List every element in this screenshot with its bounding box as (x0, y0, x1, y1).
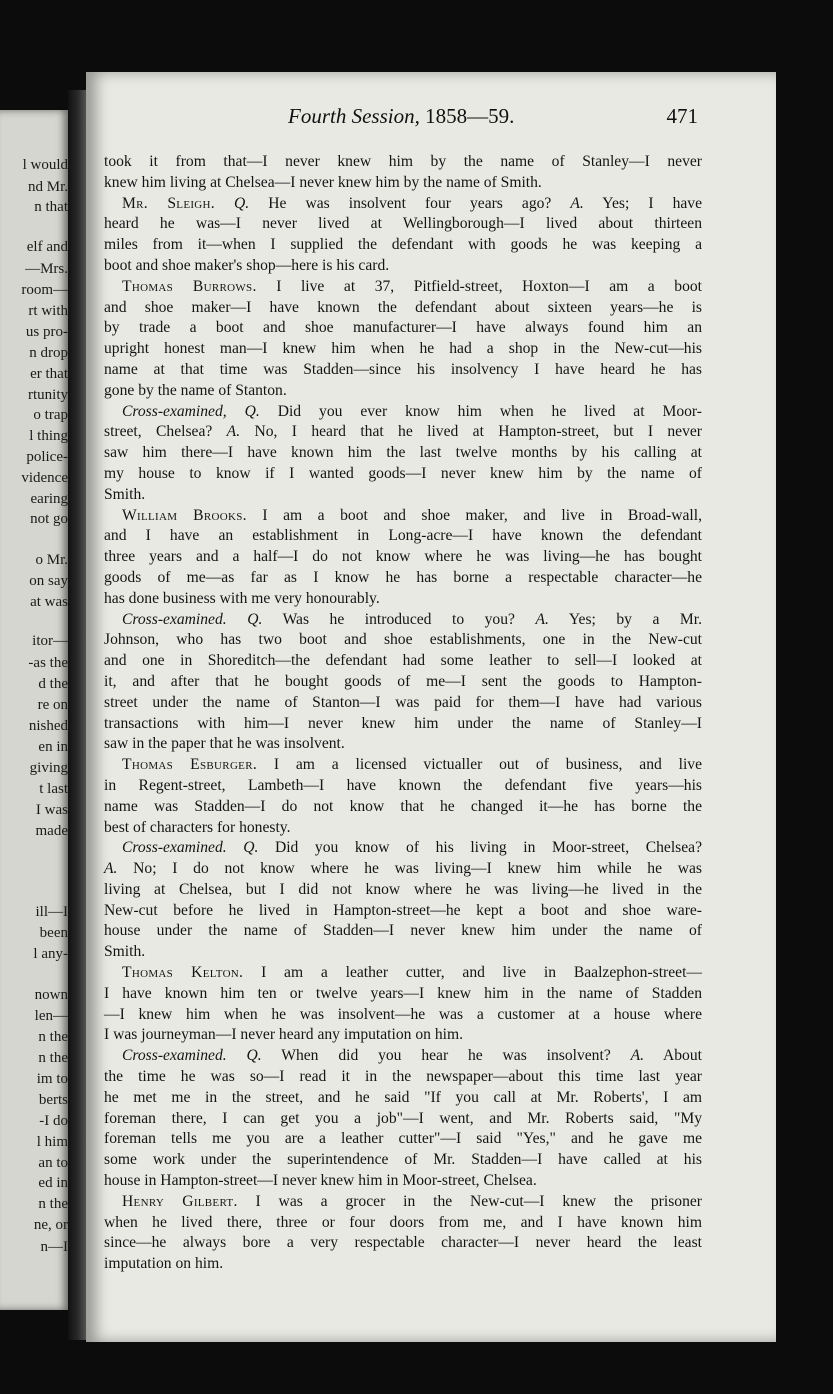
text-line (104, 214, 702, 235)
left-page-fragment: earing (30, 491, 68, 507)
text-line (104, 381, 702, 402)
left-page-fragment: o trap (33, 407, 68, 423)
text-line (104, 256, 702, 277)
text-run: has done business with me very honourably. (104, 589, 380, 607)
text-run: house in Hampton-street—I never knew him in Moor-street, Chelsea. (104, 1172, 537, 1190)
italic-marker: A. (535, 610, 549, 628)
text-run: he met me in the street, and he said "If you call at Mr. Roberts', I am (104, 1088, 702, 1106)
text-line (104, 859, 702, 880)
text-line (104, 1129, 702, 1150)
text-line (104, 235, 702, 256)
body-text (104, 152, 702, 1275)
left-page-fragment: berts (38, 1092, 68, 1108)
text-run: took it from that—I never knew him by the name of Stanley—I never (104, 153, 702, 170)
text-run: About (644, 1047, 702, 1065)
text-run: Smith. (104, 943, 146, 961)
text-run (215, 195, 234, 212)
text-run: When did you hear he was insolvent? (261, 1047, 631, 1065)
left-page-fragment: n the (38, 1029, 68, 1045)
text-run (227, 839, 244, 856)
left-page-fragment: n—I (40, 1239, 68, 1255)
left-page-fragment: im to (36, 1071, 68, 1087)
text-run: I am a licensed victualler out of business, and live (257, 756, 702, 774)
text-run: when he lived there, three or four doors from me, and I have known him (104, 1213, 702, 1231)
text-run: and I have an establishment in Long-acre—I have known the defendant (104, 527, 702, 545)
text-line (104, 526, 702, 547)
witness-name: Thomas Esburger. (122, 756, 258, 774)
text-line (104, 714, 702, 735)
left-page-fragment: -I do (39, 1113, 68, 1129)
witness-name: Mr. Sleigh. (122, 194, 215, 212)
italic-marker: A. (570, 194, 584, 212)
text-line (104, 1109, 702, 1130)
left-page-fragment: o Mr. (35, 552, 68, 568)
text-run: Yes; by a Mr. (548, 610, 702, 628)
left-page-fragment: police- (26, 449, 68, 465)
text-line (104, 277, 702, 298)
left-page-fragment: len— (34, 1008, 68, 1024)
text-line (104, 672, 702, 693)
text-line (104, 568, 702, 589)
text-run: street under the name of Stanton—I was paid for them—I have had various (104, 693, 702, 711)
text-run: street, Chelsea? (104, 423, 227, 441)
text-line (104, 1046, 702, 1067)
text-run: and shoe maker—I have known the defendant about sixteen years—he is (104, 298, 702, 316)
text-line (104, 734, 702, 755)
text-run: I am a leather cutter, and live in Baalzephon-street— (243, 964, 702, 982)
text-line (104, 485, 702, 506)
text-run (227, 611, 248, 628)
text-line (104, 1025, 702, 1046)
text-line (104, 1213, 702, 1234)
left-page-fragment: elf and (26, 239, 68, 255)
text-run: in Regent-street, Lambeth—I have known the defendant five years—his (104, 776, 702, 794)
text-line (104, 1067, 702, 1088)
text-run: saw in the paper that he was insolvent. (104, 735, 345, 753)
left-page-fragment: —Mrs. (25, 261, 68, 277)
italic-marker: A. (104, 860, 118, 878)
text-line (104, 1254, 702, 1275)
left-page-fragment: nd Mr. (27, 179, 68, 195)
text-run: No, I heard that he lived at Hampton-street, but I never (240, 423, 702, 441)
left-page-fragment: ne, or (33, 1217, 68, 1233)
left-page-fragment: on say (29, 573, 68, 589)
text-line (104, 755, 702, 776)
text-line (104, 1088, 702, 1109)
italic-marker: Cross-examined. (122, 1047, 227, 1065)
text-line (104, 422, 702, 443)
session-years: 1858—59. (425, 104, 515, 128)
text-run: the time he was so—I read it in the newspaper—about this time last year (104, 1068, 702, 1086)
text-run: and one in Shoreditch—the defendant had some leather to sell—I looked at (104, 652, 702, 670)
text-line (104, 984, 702, 1005)
text-line (104, 298, 702, 319)
page-number: 471 (666, 104, 698, 128)
left-page-fragment: n that (34, 199, 68, 215)
italic-marker: Cross-examined, (122, 402, 227, 420)
left-page-fragment: vidence (21, 470, 68, 486)
text-run: heard he was—I never lived at Wellingborough—I lived about thirteen (104, 215, 702, 233)
text-run: best of characters for honesty. (104, 818, 291, 836)
text-run: by trade a boot and shoe manufacturer—I have always found him an (104, 319, 702, 337)
text-line (104, 901, 702, 922)
text-line (104, 880, 702, 901)
left-page-fragment: us pro- (25, 324, 68, 340)
italic-marker: A. (226, 423, 241, 441)
left-page-fragment: room— (21, 282, 68, 298)
left-page-fragment: l would (22, 157, 68, 173)
italic-marker: Q. (247, 610, 263, 628)
text-line (104, 921, 702, 942)
text-run (227, 1047, 247, 1064)
text-line (104, 194, 702, 215)
left-page-fragment: l any- (33, 946, 68, 962)
text-run: some work under the superintendence of Mr. Stadden—I have called at his (104, 1151, 702, 1169)
text-line (104, 693, 702, 714)
witness-name: Thomas Burrows. (122, 277, 257, 295)
text-line (104, 1150, 702, 1171)
text-line (104, 1192, 702, 1213)
left-page-fragment: an to (38, 1155, 68, 1171)
text-line (104, 339, 702, 360)
left-page-fragment: en in (38, 739, 68, 755)
text-run: Did you ever know him when he lived at Moor- (259, 402, 702, 420)
text-line (104, 152, 702, 173)
running-title (288, 104, 514, 129)
text-run: miles from it—when I supplied the defendant with goods he was keeping a (104, 236, 702, 254)
text-run: saw him there—I have known him the last twelve months by his calling at (104, 444, 702, 462)
italic-marker: Cross-examined. (122, 839, 227, 857)
text-run: I am a boot and shoe maker, and live in Broad-wall, (246, 506, 702, 524)
text-run: knew him living at Chelsea—I never knew him by the name of Smith. (104, 173, 542, 191)
text-run: living at Chelsea, but I did not know where he was living—he lived in the (104, 880, 702, 898)
text-line (104, 318, 702, 339)
left-page-fragment: made (35, 823, 68, 839)
italic-marker: Q. (243, 839, 259, 857)
text-run: house under the name of Stadden—I never knew him under the name of (104, 922, 702, 940)
text-line (104, 402, 702, 423)
italic-marker: Cross-examined. (122, 610, 227, 628)
text-line (104, 443, 702, 464)
text-run: gone by the name of Stanton. (104, 381, 287, 399)
left-page-fragment: n drop (29, 345, 68, 361)
text-line (104, 797, 702, 818)
text-run (227, 403, 245, 420)
left-page-fragment: giving (29, 760, 68, 776)
text-run: name at that time was Stadden—since his insolvency I have heard he has (104, 360, 702, 378)
italic-marker: Q. (234, 194, 250, 212)
text-line (104, 818, 702, 839)
left-page-fragment: n the (38, 1050, 68, 1066)
text-run: name was Stadden—I do not know that he changed it—he has borne the (104, 797, 702, 815)
left-page-fragment: nown (34, 987, 68, 1003)
left-page-fragment: l him (36, 1134, 68, 1150)
text-line (104, 360, 702, 381)
text-line (104, 1171, 702, 1192)
text-run: my house to know if I wanted goods—I never knew him by the name of (104, 464, 702, 482)
text-run: it, and after that he bought goods of me—I sent the goods to Hampton- (104, 672, 702, 690)
italic-marker: A. (630, 1047, 645, 1065)
text-line (104, 1005, 702, 1026)
left-page-fragment: rt with (28, 303, 68, 319)
text-run: foreman tells me you are a leather cutter"—I said "Yes," and he gave me (104, 1130, 702, 1148)
text-run: transactions with him—I never knew him under the name of Stanley—I (104, 714, 702, 732)
left-page-fragment: -as the (28, 655, 68, 671)
text-line (104, 1233, 702, 1254)
text-line (104, 173, 702, 194)
text-run: I have known him ten or twelve years—I knew him in the name of Stadden (104, 984, 702, 1002)
left-page-fragment: n the (38, 1196, 68, 1212)
left-page-fragment: ed in (38, 1175, 68, 1191)
text-run: Johnson, who has two boot and shoe establishments, one in the New-cut (104, 631, 702, 649)
text-run: boot and shoe maker's shop—here is his card. (104, 256, 390, 274)
text-line (104, 630, 702, 651)
text-line (104, 776, 702, 797)
italic-marker: Q. (244, 402, 260, 420)
text-run: Smith. (104, 485, 146, 503)
left-page-fragment: nished (28, 718, 68, 734)
text-line (104, 589, 702, 610)
session-title: Fourth Session, (288, 104, 420, 128)
left-page-fragment: not go (30, 511, 68, 527)
text-run: Did you know of his living in Moor-street, Chelsea? (258, 839, 702, 857)
text-run: upright honest man—I knew him when he had a shop in the New-cut—his (104, 340, 702, 358)
text-run: since—he always bore a very respectable character—I never heard the least (104, 1234, 702, 1252)
left-page-fragment: at was (30, 594, 68, 610)
text-run: I live at 37, Pitfield-street, Hoxton—I am a boot (256, 277, 702, 295)
witness-name: Henry Gilbert. (122, 1192, 238, 1210)
left-page-fragment: I was (35, 802, 68, 818)
italic-marker: Q. (246, 1047, 262, 1065)
witness-name: William Brooks. (122, 506, 247, 524)
text-run: I was journeyman—I never heard any imputation on him. (104, 1026, 463, 1044)
left-page-fragment: l thing (29, 428, 68, 444)
text-run: No; I do not know where he was living—I knew him while he was (117, 860, 702, 878)
text-line (104, 506, 702, 527)
text-line (104, 963, 702, 984)
text-line (104, 547, 702, 568)
text-line (104, 942, 702, 963)
text-line (104, 651, 702, 672)
text-run: —I knew him when he was insolvent—he was a customer at a house where (104, 1005, 702, 1023)
text-run: New-cut before he lived in Hampton-street—he kept a boot and shoe ware- (104, 901, 702, 919)
witness-name: Thomas Kelton. (122, 964, 244, 982)
running-header (86, 104, 698, 132)
left-page-fragment: er that (30, 366, 68, 382)
text-run: He was insolvent four years ago? (249, 194, 571, 212)
left-page-fragment: itor— (32, 633, 68, 649)
left-page-fragment: t last (39, 781, 68, 797)
left-page-fragment: d the (38, 676, 68, 692)
text-line (104, 464, 702, 485)
text-run: imputation on him. (104, 1255, 224, 1273)
text-run: goods of me—as far as I know he has borne a respectable character—he (104, 568, 702, 586)
left-page-fragment: been (39, 925, 68, 941)
text-line (104, 610, 702, 631)
text-line (104, 838, 702, 859)
text-run: foreman there, I can get you a job"—I went, and Mr. Roberts said, "My (104, 1109, 702, 1127)
text-run: three years and a half—I do not know where he was living—he has bought (104, 548, 702, 566)
text-run: I was a grocer in the New-cut—I knew the prisoner (237, 1192, 702, 1210)
text-run: Yes; I have (583, 194, 703, 212)
text-run: Was he introduced to you? (262, 610, 536, 628)
left-page-fragment: re on (37, 697, 68, 713)
left-page-edge (0, 110, 70, 1310)
left-page-fragment: ill—I (35, 904, 68, 920)
left-page-fragment: rtunity (28, 387, 68, 403)
